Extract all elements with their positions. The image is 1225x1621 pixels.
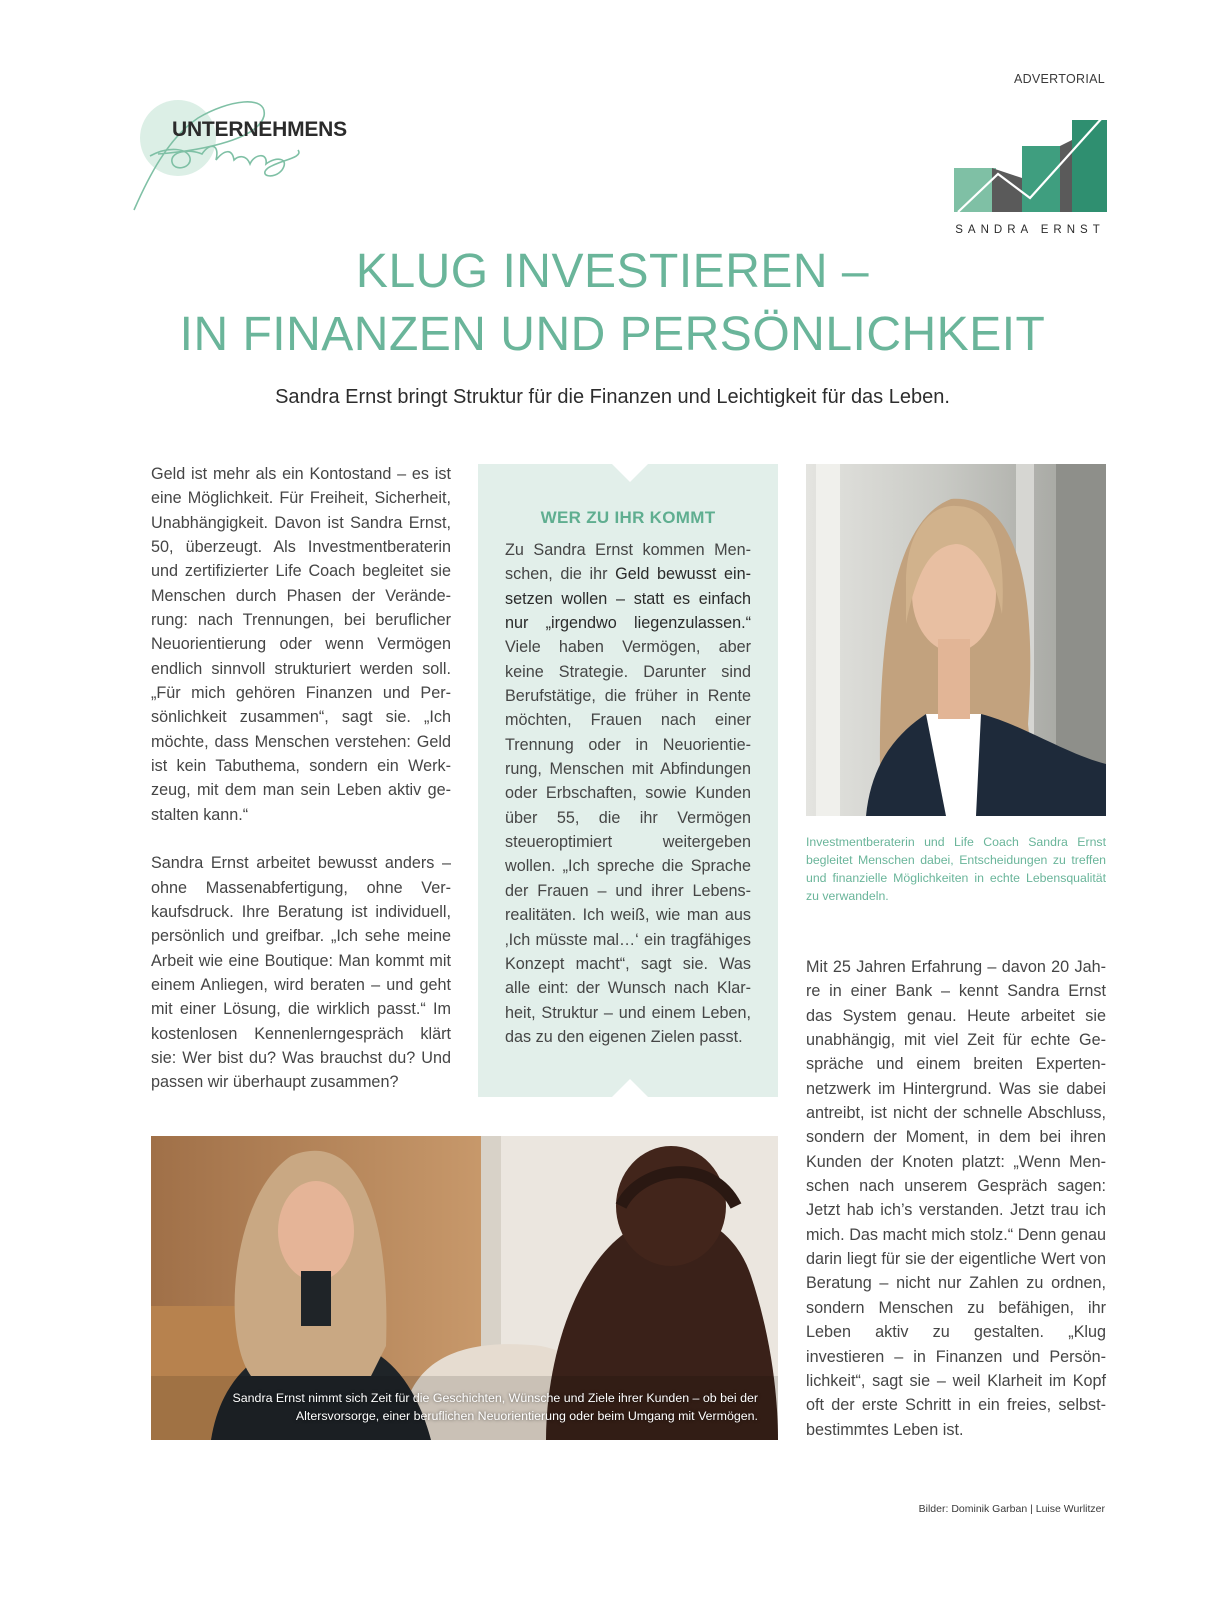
left-paragraph-2: Sandra Ernst arbeitet bewusst anders – ohne Massenabfertigung, ohne Verkaufsdruck. Ihre Beratung ist individuell, persönlich und greifbar. „Ich sehe meine Arbeit wie eine Boutique: Man kommt mit einem Anliegen, wird beraten – und geht mit einer Lösung, die wirklich passt.“ Im kostenlosen Kennenlerngespräch klärt sie: Wer bist du? Was brauchst du? Und passen wir überhaupt zusammen? xyxy=(151,854,451,1092)
brand-word: UNTERNEHMENS xyxy=(172,118,347,141)
headline xyxy=(0,240,1225,366)
headline-line-1: KLUG INVESTIEREN – xyxy=(355,245,870,298)
left-column xyxy=(151,462,451,1095)
right-paragraph-1: Mit 25 Jahren Erfahrung – davon 20 Jahre in einer Bank – kennt Sandra Ernst das System genau. Heute arbeitet sie unabhängig, mit viel Zeit für echte Gespräche und einem breiten Expertennetzwerk im Hintergrund. Was sie dabei antreibt, ist nicht der schnelle Abschluss, sondern der Moment, in dem bei ihren Kunden der Knoten platzt: „Wenn Menschen nach unserem Gespräch sagen: Jetzt hab ich’s verstanden. Jetzt trau ich mich. Das macht mich stolz.“ Denn genau darin liegt für sie der eigentliche Wert von Beratung – nicht nur Zahlen zu ordnen, sondern Menschen zu befähigen, ihr Leben aktiv zu gestalten. „Klug investieren – in Finanzen und Persönlichkeit“, sagt sie – weil Klarheit im Kopf oft der erste Schritt in ein freies, selbstbestimmtes Leben ist. xyxy=(806,958,1106,1439)
photo-caption-line-1: Sandra Ernst nimmt sich Zeit für die Geschichten, Wünsche und Ziele ihrer Kunden – ob bei der xyxy=(232,1391,758,1405)
advertorial-label: ADVERTORIAL xyxy=(1013,72,1105,86)
portrait-image xyxy=(806,464,1106,816)
headline-line-2: IN FINANZEN UND PERSÖNLICHKEIT xyxy=(179,308,1046,361)
right-column xyxy=(806,955,1106,1442)
info-box-title: WER ZU IHR KOMMT xyxy=(540,508,716,527)
unternehmensfokus-brand xyxy=(128,98,378,218)
bar-chart-logo-icon xyxy=(952,116,1107,236)
logo-name: SANDRA ERNST xyxy=(955,224,1105,236)
info-box-notch-top xyxy=(612,464,648,482)
portrait-caption: Investmentberaterin und Life Coach Sandra Ernst begleitet Menschen dabei, Entscheidungen zu treffen und finanzielle Möglichkeiten in echte Lebensqualität zu verwandeln. xyxy=(806,835,1106,903)
photo-caption-line-2: Altersvorsorge, einer beruflichen Neuorientierung oder beim Umgang mit Vermögen. xyxy=(295,1409,758,1423)
info-box-text xyxy=(505,538,751,1049)
left-paragraph-1: Geld ist mehr als ein Kontostand – es ist eine Möglichkeit. Für Freiheit, Sicherheit, Unabhängigkeit. Davon ist Sandra Ernst, 50, überzeugt. Als Investmentberaterin und zertifizierter Life Coach begleitet sie Menschen durch Phasen der Veränderung: nach Trennungen, bei beruflicher Neuorientierung oder wenn Vermögen endlich sinnvoll strukturiert werden soll. „Für mich gehören Finanzen und Persönlichkeit zusammen“, sagt sie. „Ich möchte, dass Menschen verstehen: Geld ist kein Tabuthema, sondern ein Werkzeug, mit dem man sein Leben aktiv gestalten kann.“ xyxy=(151,465,451,824)
portrait-photo xyxy=(806,464,1106,816)
consultation-photo-caption xyxy=(190,1389,758,1425)
fokus-script-graphic xyxy=(128,98,378,218)
info-box-notch-bottom xyxy=(612,1079,648,1097)
image-credits: Bilder: Dominik Garban | Luise Wurlitzer xyxy=(918,1503,1105,1515)
subline: Sandra Ernst bringt Struktur für die Finanzen und Leichtigkeit für das Leben. xyxy=(275,386,950,408)
info-box-emphasis: Geld bewusst einsetzen wollen – statt es einfach nur „irgendwo liegenzulassen.“ xyxy=(505,565,751,633)
info-box-intro: Zu Sandra Ernst kommen Menschen, die ihr xyxy=(505,541,751,584)
info-box-rest: Viele haben Vermögen, aber keine Strategie. Darunter sind Berufstätige, die früher in Rente möchten, Frauen nach einer Trennung oder in Neuorientierung, Menschen mit Abfindungen oder Erbschaften, sowie Kunden über 55, die ihr Vermögen steueroptimiert weitergeben wollen. „Ich spreche die Sprache der Frauen – und ihrer Lebensrealitäten. Ich weiß, wie man aus ‚Ich müsste mal…‘ ein tragfähiges Konzept macht“, sagt sie. Was alle eint: der Wunsch nach Klarheit, Struktur – und einem Leben, das zu den eigenen Zielen passt. xyxy=(505,638,751,1046)
